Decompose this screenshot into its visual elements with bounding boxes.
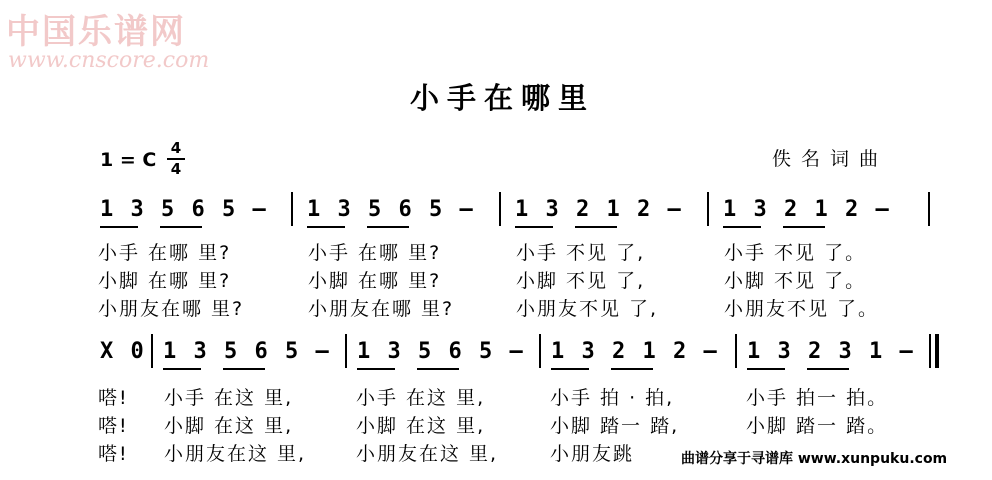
notation-line-2 [95,338,940,374]
measure-4: 1 3 2 1 2 – [723,197,891,222]
barline [291,192,293,226]
pickup-measure: X 0 [100,339,146,364]
final-barline-thin [929,334,931,368]
lyric-phrase: 小手 不见 了。 [724,242,867,264]
watermark-logo-text: 中国乐谱网 [6,12,186,52]
measure-5: 1 3 5 6 5 – [163,339,331,364]
barline [928,192,930,226]
lyric-phrase: 小脚 不见 了, [516,270,646,292]
measure-8: 1 3 2 3 1 – [747,339,915,364]
barline [707,192,709,226]
lyric-phrase: 小朋友不见 了, [516,298,659,320]
lyric-phrase: 小手 在这 里, [164,387,294,409]
lyric-phrase: 小脚 在这 里, [356,415,486,437]
time-signature-bottom: 4 [170,160,182,178]
source-footer: 曲谱分享于寻谱库 www.xunpuku.com [677,446,951,470]
watermark-url: www.cnscore.com [8,48,210,73]
measure-3: 1 3 2 1 2 – [515,197,683,222]
measure-2: 1 3 5 6 5 – [307,197,475,222]
time-signature-top: 4 [170,139,182,157]
lyric-phrase: 小朋友跳 [550,443,635,465]
song-title: 小手在哪里 [410,81,596,115]
lyric-phrase: 小脚 在这 里, [164,415,294,437]
lyric-phrase: 小手 在这 里, [356,387,486,409]
lyric-phrase: 嗒! [98,415,129,437]
lyric-phrase: 小脚 不见 了。 [724,270,867,292]
lyric-phrase: 小朋友在这 里, [164,443,307,465]
author-credit: 佚名词曲 [772,148,889,170]
measure-7: 1 3 2 1 2 – [551,339,719,364]
barline [735,334,737,368]
barline [539,334,541,368]
lyric-phrase: 小手 拍 · 拍, [550,387,675,409]
lyric-phrase: 小朋友在哪 里? [98,298,245,320]
measure-1: 1 3 5 6 5 – [100,197,268,222]
lyric-phrase: 小朋友不见 了。 [724,298,880,320]
lyric-phrase: 小脚 踏一 踏, [550,415,680,437]
lyric-phrase: 嗒! [98,387,129,409]
time-signature [167,140,185,178]
final-barline-thick [935,334,939,368]
notation-line-1 [95,196,940,232]
lyric-phrase: 小朋友在这 里, [356,443,499,465]
lyric-phrase: 嗒! [98,443,129,465]
barline [345,334,347,368]
key-signature: 1 = C [100,149,157,171]
lyric-phrase: 小脚 在哪 里? [308,270,442,292]
lyric-phrase: 小手 不见 了, [516,242,646,264]
lyric-phrase: 小脚 在哪 里? [98,270,232,292]
lyric-phrase: 小脚 踏一 踏。 [746,415,889,437]
lyric-phrase: 小手 在哪 里? [308,242,442,264]
lyric-phrase: 小手 在哪 里? [98,242,232,264]
barline [151,334,153,368]
measure-6: 1 3 5 6 5 – [357,339,525,364]
barline [499,192,501,226]
lyric-phrase: 小朋友在哪 里? [308,298,455,320]
lyric-phrase: 小手 拍一 拍。 [746,387,889,409]
